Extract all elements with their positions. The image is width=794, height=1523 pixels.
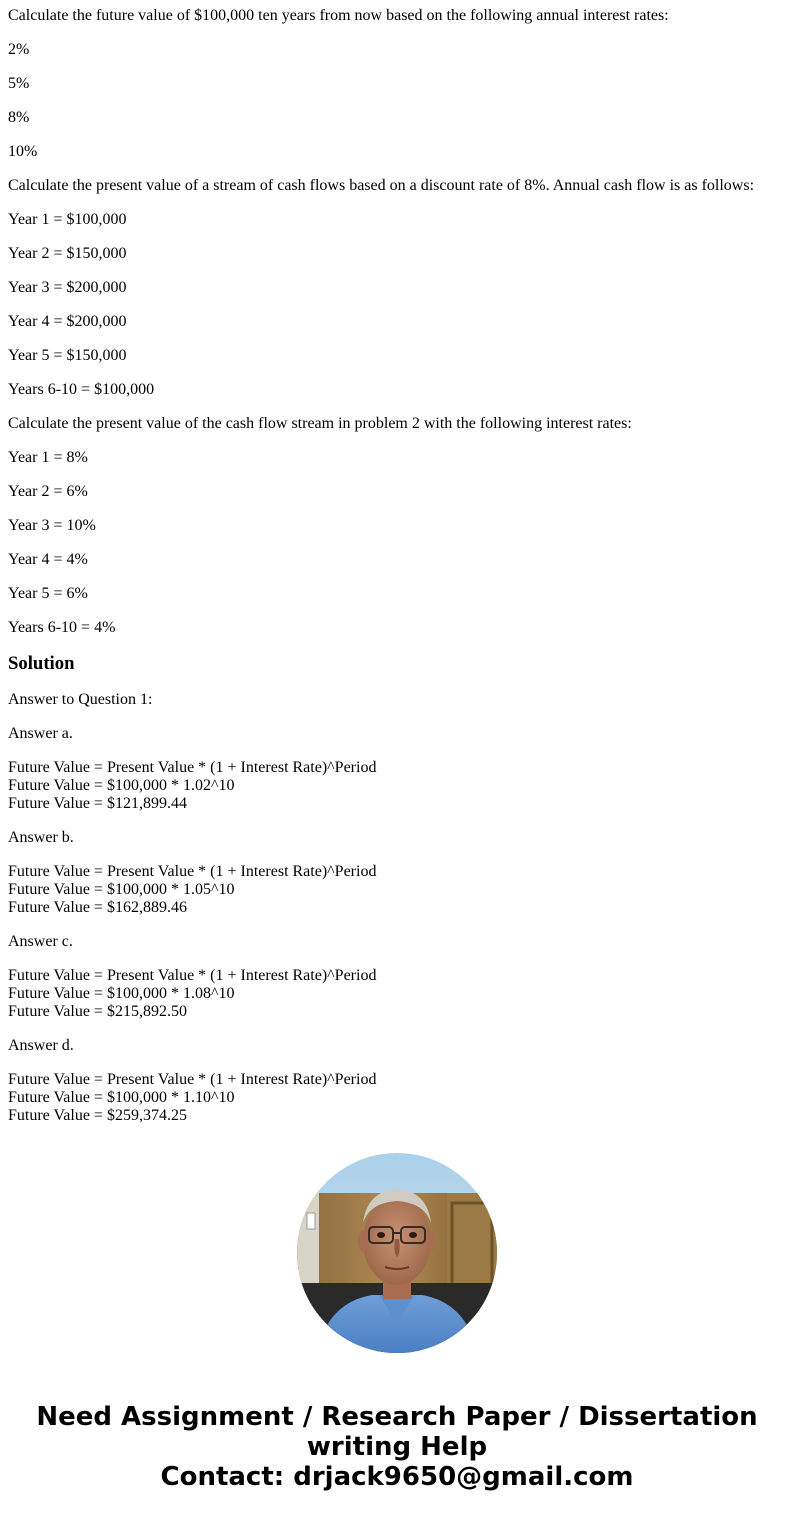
q2-cashflow-item: Year 4 = $200,000	[8, 313, 127, 330]
footer-line-1: Need Assignment / Research Paper / Dissertation	[36, 1402, 758, 1432]
answer-calculation	[8, 967, 786, 1021]
calc-line: Future Value = Present Value * (1 + Interest Rate)^Period	[8, 967, 377, 984]
calc-line: Future Value = Present Value * (1 + Interest Rate)^Period	[8, 759, 377, 776]
footer-line-2: writing Help	[306, 1432, 488, 1462]
q1-rate-item: 2%	[8, 41, 30, 58]
q2-cashflow-item: Year 3 = $200,000	[8, 279, 127, 296]
q3-rate-item: Year 3 = 10%	[8, 517, 96, 534]
answer-q1-label: Answer to Question 1:	[8, 691, 153, 708]
q2-cashflow-item: Year 2 = $150,000	[8, 245, 127, 262]
calc-line: Future Value = $100,000 * 1.08^10	[8, 985, 235, 1002]
answer-label: Answer a.	[8, 725, 73, 742]
calc-line: Future Value = Present Value * (1 + Interest Rate)^Period	[8, 863, 377, 880]
q1-rate-item: 5%	[8, 75, 30, 92]
calc-line: Future Value = Present Value * (1 + Interest Rate)^Period	[8, 1071, 377, 1088]
q3-rate-item: Year 1 = 8%	[8, 449, 88, 466]
answer-label: Answer b.	[8, 829, 74, 846]
calc-line: Future Value = $121,899.44	[8, 795, 187, 812]
answer-calculation	[8, 759, 786, 813]
question-2-prompt: Calculate the present value of a stream of cash flows based on a discount rate of 8%. Annual cash flow is as follows:	[8, 177, 755, 194]
avatar	[297, 1153, 497, 1353]
question-1-prompt: Calculate the future value of $100,000 ten years from now based on the following annual interest rates:	[8, 7, 669, 24]
calc-line: Future Value = $100,000 * 1.10^10	[8, 1089, 235, 1106]
avatar-portrait-image	[297, 1153, 497, 1353]
q3-rate-item: Year 4 = 4%	[8, 551, 88, 568]
solution-heading: Solution	[8, 653, 75, 674]
answer-label: Answer d.	[8, 1037, 74, 1054]
q3-rate-item: Year 2 = 6%	[8, 483, 88, 500]
calc-line: Future Value = $100,000 * 1.02^10	[8, 777, 235, 794]
q3-rate-item: Years 6-10 = 4%	[8, 619, 116, 636]
q1-rate-item: 10%	[8, 143, 38, 160]
footer-contact-email: Contact: drjack9650@gmail.com	[160, 1462, 634, 1492]
answer-label: Answer c.	[8, 933, 73, 950]
question-3-prompt: Calculate the present value of the cash flow stream in problem 2 with the following interest rates:	[8, 415, 632, 432]
calc-line: Future Value = $215,892.50	[8, 1003, 187, 1020]
answer-calculation	[8, 863, 786, 917]
document-content	[8, 0, 786, 1122]
q3-rate-item: Year 5 = 6%	[8, 585, 88, 602]
calc-line: Future Value = $100,000 * 1.05^10	[8, 881, 235, 898]
calc-line: Future Value = $162,889.46	[8, 899, 187, 916]
q1-rate-item: 8%	[8, 109, 30, 126]
calc-line: Future Value = $259,374.25	[8, 1107, 187, 1122]
q2-cashflow-item: Year 1 = $100,000	[8, 211, 127, 228]
q2-cashflow-item: Year 5 = $150,000	[8, 347, 127, 364]
footer-contact-banner	[0, 1402, 794, 1492]
q2-cashflow-item: Years 6-10 = $100,000	[8, 381, 155, 398]
answer-calculation	[8, 1071, 786, 1122]
